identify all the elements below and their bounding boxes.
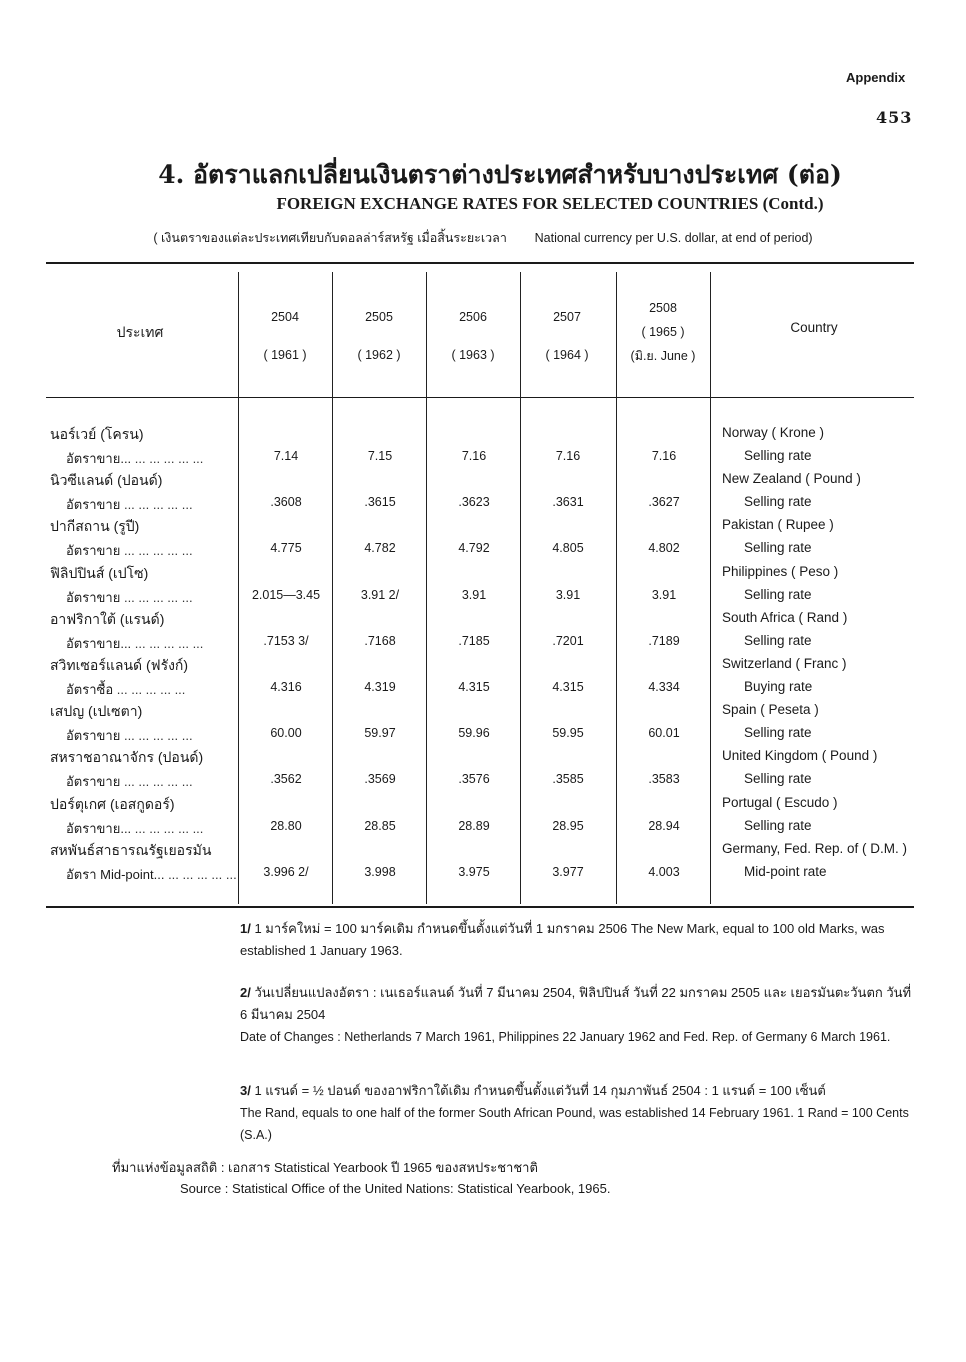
rate-type-thai-label: อัตราขาย <box>66 774 121 790</box>
page-number: 453 <box>876 108 913 127</box>
rate-value: 59.95 <box>552 726 584 741</box>
source-thai: ที่มาแห่งข้อมูลสถิติ : เอกสาร Statistical Yearbook ปี 1965 ของสหประชาชาติ <box>112 1160 538 1175</box>
rate-value: 3.996 2/ <box>263 864 309 879</box>
rate-value: 7.16 <box>651 449 677 463</box>
rate-value: .7168 <box>364 633 396 648</box>
rate-value: .3615 <box>364 495 396 510</box>
rate-value: .7185 <box>458 633 490 648</box>
country-english: Switzerland ( Franc ) <box>722 656 847 671</box>
rate-value: 28.85 <box>364 818 396 833</box>
rate-type-thai-label: อัตราขาย <box>66 589 121 605</box>
leader-dots: ... ... ... ... ... <box>164 866 237 882</box>
rate-value: 4.003 <box>648 864 680 879</box>
rate-type-thai <box>66 725 238 746</box>
rate-type-thai-label: อัตรา Mid-point... <box>66 866 165 882</box>
rate-type-thai <box>66 448 238 469</box>
country-thai: ฟิลิปปินส์ (เปโซ) <box>50 564 149 581</box>
leader-dots: ... ... ... ... ... <box>131 635 204 651</box>
rate-value: 4.315 <box>458 680 490 694</box>
rate-value: .7189 <box>648 633 680 648</box>
rate-value: 3.91 2/ <box>360 587 400 602</box>
rate-value: 3.91 <box>461 587 487 602</box>
country-thai: นิวซีแลนด์ (ปอนด์) <box>50 472 163 489</box>
country-thai: สหราชอาณาจักร (ปอนด์) <box>50 749 204 766</box>
rate-type-thai <box>66 587 238 608</box>
rate-type-thai <box>66 494 238 515</box>
country-thai: ปอร์ตุเกศ (เอสกูดอร์) <box>50 795 175 812</box>
rate-type-thai-label: อัตราขาย <box>66 728 121 744</box>
rate-value: 28.89 <box>458 818 490 833</box>
leader-dots: ... ... ... ... ... <box>120 497 193 513</box>
rate-value: .3631 <box>552 495 584 510</box>
table-header-rule <box>46 397 914 398</box>
subtitle-thai: ( เงินตราของแต่ละประเทศเทียบกับดอลล่าร์สหรัฐ เมื่อสิ้นระยะเวลา <box>153 231 507 245</box>
rate-value: 4.805 <box>552 541 584 556</box>
title-thai: 4. อัตราแลกเปลี่ยนเงินตราต่างประเทศสำหรับบางประเทศ (ต่อ) <box>158 160 842 189</box>
rate-type-english: Selling rate <box>744 494 812 510</box>
rate-type-thai <box>66 864 238 885</box>
rate-type-thai-label: อัตราซื้อ <box>66 682 114 697</box>
rate-value: 4.315 <box>552 680 584 694</box>
footnote-1 <box>240 918 920 962</box>
col-divider <box>520 272 521 904</box>
country-english: Spain ( Peseta ) <box>722 702 819 718</box>
rate-type-english: Selling rate <box>744 771 812 787</box>
rate-value: 3.91 <box>555 587 581 602</box>
header-country-thai: ประเทศ <box>116 324 164 340</box>
rate-value: .3623 <box>458 495 490 510</box>
leader-dots: ... ... ... ... ... <box>120 543 193 559</box>
rate-type-thai <box>66 540 238 561</box>
rate-value: 7.15 <box>367 449 393 463</box>
table-top-rule <box>46 262 914 264</box>
col-divider <box>710 272 711 904</box>
country-thai: สวิทเซอร์แลนด์ (ฟรังก์) <box>50 657 189 673</box>
col-divider <box>332 272 333 904</box>
table-bottom-rule <box>46 906 914 908</box>
rate-value: 4.782 <box>364 541 396 556</box>
country-thai: สหพันธ์สาธารณรัฐเยอรมัน <box>50 841 212 858</box>
footnote-mark: 3/ <box>240 1083 251 1098</box>
rate-type-thai <box>66 679 238 700</box>
rate-value: 28.94 <box>648 818 680 833</box>
rate-value: 4.334 <box>648 680 680 694</box>
rate-type-thai <box>66 771 238 792</box>
country-english: Pakistan ( Rupee ) <box>722 517 834 533</box>
header-year-be: 2507 <box>553 310 581 324</box>
header-year <box>522 305 612 367</box>
rate-value: 2.015—3.45 <box>251 587 321 602</box>
leader-dots: ... ... ... ... ... <box>120 589 193 605</box>
subtitle-english: National currency per U.S. dollar, at end of period) <box>534 231 813 245</box>
leader-dots: ... ... ... ... ... <box>113 682 186 697</box>
subtitle <box>0 228 966 248</box>
leader-dots: ... ... ... ... ... <box>120 774 193 790</box>
header-year-be: 2504 <box>271 310 299 324</box>
header-year <box>240 305 330 367</box>
rate-value: .3569 <box>364 772 396 787</box>
header-year-ce: ( 1965 ) <box>641 325 685 339</box>
country-thai: ปากีสถาน (รูปี) <box>50 518 140 535</box>
country-thai: เสปญ (เปเซตา) <box>50 703 143 720</box>
rate-value: 7.16 <box>461 449 487 463</box>
header-year-ce: ( 1962 ) <box>357 348 401 362</box>
rate-value: 3.977 <box>552 864 584 879</box>
rate-value: 28.95 <box>552 818 584 833</box>
rate-value: 3.998 <box>364 864 396 879</box>
rate-value: .3627 <box>648 495 680 510</box>
rate-value: .7201 <box>552 633 584 648</box>
country-thai: อาฟริกาใต้ (แรนด์) <box>50 610 165 627</box>
country-english: New Zealand ( Pound ) <box>722 471 861 487</box>
footnote-thai: 1 มาร์คใหม่ = 100 มาร์คเดิม กำหนดขึ้นตั้งแต่วันที่ 1 มกราคม 2506 <box>254 921 628 936</box>
leader-dots: ... ... ... ... ... <box>120 728 193 744</box>
col-divider <box>616 272 617 904</box>
rate-type-thai <box>66 818 238 839</box>
country-english: Germany, Fed. Rep. of ( D.M. ) <box>722 840 908 856</box>
rate-type-thai-label: อัตราขาย... <box>66 451 132 466</box>
rate-type-english: Buying rate <box>744 679 813 694</box>
header-year-be: 2506 <box>459 310 487 324</box>
header-year-ce: ( 1964 ) <box>545 348 589 362</box>
footnote-english: Date of Changes : Netherlands 7 March 1961, Philippines 22 January 1962 and Fed. Rep. of Germany 6 March 1961. <box>240 1030 891 1044</box>
country-english: United Kingdom ( Pound ) <box>722 748 878 764</box>
rate-type-english: Mid-point rate <box>744 863 827 879</box>
country-thai: นอร์เวย์ (โครน) <box>50 426 144 442</box>
rate-value: 4.319 <box>364 680 396 694</box>
rate-value: .3608 <box>270 495 302 510</box>
rate-type-english: Selling rate <box>744 540 812 556</box>
footnote-thai: วันเปลี่ยนแปลงอัตรา : เนเธอร์แลนด์ วันที่ 7 มีนาคม 2504, ฟิลิปปินส์ วันที่ 22 มกราคม 2505 และ เยอรมันตะวันตก วันที่ 6 มีนาคม 2504 <box>240 985 912 1022</box>
rate-type-english: Selling rate <box>744 448 812 463</box>
title-english: FOREIGN EXCHANGE RATES FOR SELECTED COUNTRIES (Contd.) <box>276 194 824 213</box>
rate-value: 28.80 <box>270 818 302 833</box>
footnote-english: The Rand, equals to one half of the former South African Pound, was established 14 February 1961. 1 Rand = 100 Cents (S.A.) <box>240 1106 909 1142</box>
col-divider <box>238 272 239 904</box>
rate-type-english: Selling rate <box>744 817 812 833</box>
rate-type-thai <box>66 633 238 654</box>
rate-value: 3.91 <box>651 587 677 602</box>
rate-value: .3585 <box>552 772 584 787</box>
rate-type-thai-label: อัตราขาย <box>66 497 121 513</box>
footnote-mark: 1/ <box>240 921 251 936</box>
rate-value: 59.96 <box>458 726 490 741</box>
rate-value: 4.316 <box>270 680 302 694</box>
leader-dots: ... ... ... ... ... <box>131 820 204 836</box>
header-country-english: Country <box>790 320 838 335</box>
rate-value: 60.01 <box>648 726 680 741</box>
header-year-be: 2508 <box>649 301 677 315</box>
footnote-mark: 2/ <box>240 985 251 1000</box>
rate-type-english: Selling rate <box>744 632 812 648</box>
rate-value: 7.14 <box>273 449 299 463</box>
rate-value: 4.802 <box>648 541 680 556</box>
rate-value: 7.16 <box>555 449 581 463</box>
rate-value: 59.97 <box>364 726 396 741</box>
rate-value: .3576 <box>458 772 490 787</box>
rate-type-thai-label: อัตราขาย... <box>66 820 132 836</box>
country-english: Norway ( Krone ) <box>722 425 825 440</box>
header-year <box>618 296 708 368</box>
rate-value: .3583 <box>648 772 680 787</box>
header-year <box>428 305 518 367</box>
source-english: Source : Statistical Office of the United Nations: Statistical Yearbook, 1965. <box>180 1181 611 1196</box>
header-year-ce: ( 1961 ) <box>263 348 307 362</box>
header-year-ce: ( 1963 ) <box>451 348 495 362</box>
rate-value: .7153 3/ <box>263 633 309 648</box>
col-divider <box>426 272 427 904</box>
rate-type-thai-label: อัตราขาย <box>66 543 121 559</box>
rate-value: 4.775 <box>270 541 302 556</box>
footnote-2 <box>240 982 920 1048</box>
footnote-english: The New Mark, equal to 100 old Marks, was established 1 January 1963. <box>240 921 885 958</box>
country-english: South Africa ( Rand ) <box>722 609 848 625</box>
rate-type-thai-label: อัตราขาย... <box>66 635 132 651</box>
appendix-label: Appendix <box>846 70 906 85</box>
footnote-3 <box>240 1080 920 1146</box>
rate-type-english: Selling rate <box>744 725 812 741</box>
country-english: Portugal ( Escudo ) <box>722 794 838 810</box>
country-english: Philippines ( Peso ) <box>722 563 839 579</box>
rate-value: 60.00 <box>270 726 302 741</box>
header-year-note: (มิ.ย. June ) <box>630 349 696 363</box>
rate-value: .3562 <box>270 772 302 787</box>
leader-dots: ... ... ... ... ... <box>131 451 204 466</box>
header-year <box>334 305 424 367</box>
rate-type-english: Selling rate <box>744 586 812 602</box>
header-year-be: 2505 <box>365 310 393 324</box>
rate-value: 3.975 <box>458 864 490 879</box>
rate-value: 4.792 <box>458 541 490 556</box>
footnote-thai: 1 แรนด์ = ½ ปอนด์ ของอาฟริกาใต้เดิม กำหนดขึ้นตั้งแต่วันที่ 14 กุมภาพันธ์ 2504 : 1 แรนด์ = 100 เซ็นต์ <box>254 1083 826 1098</box>
